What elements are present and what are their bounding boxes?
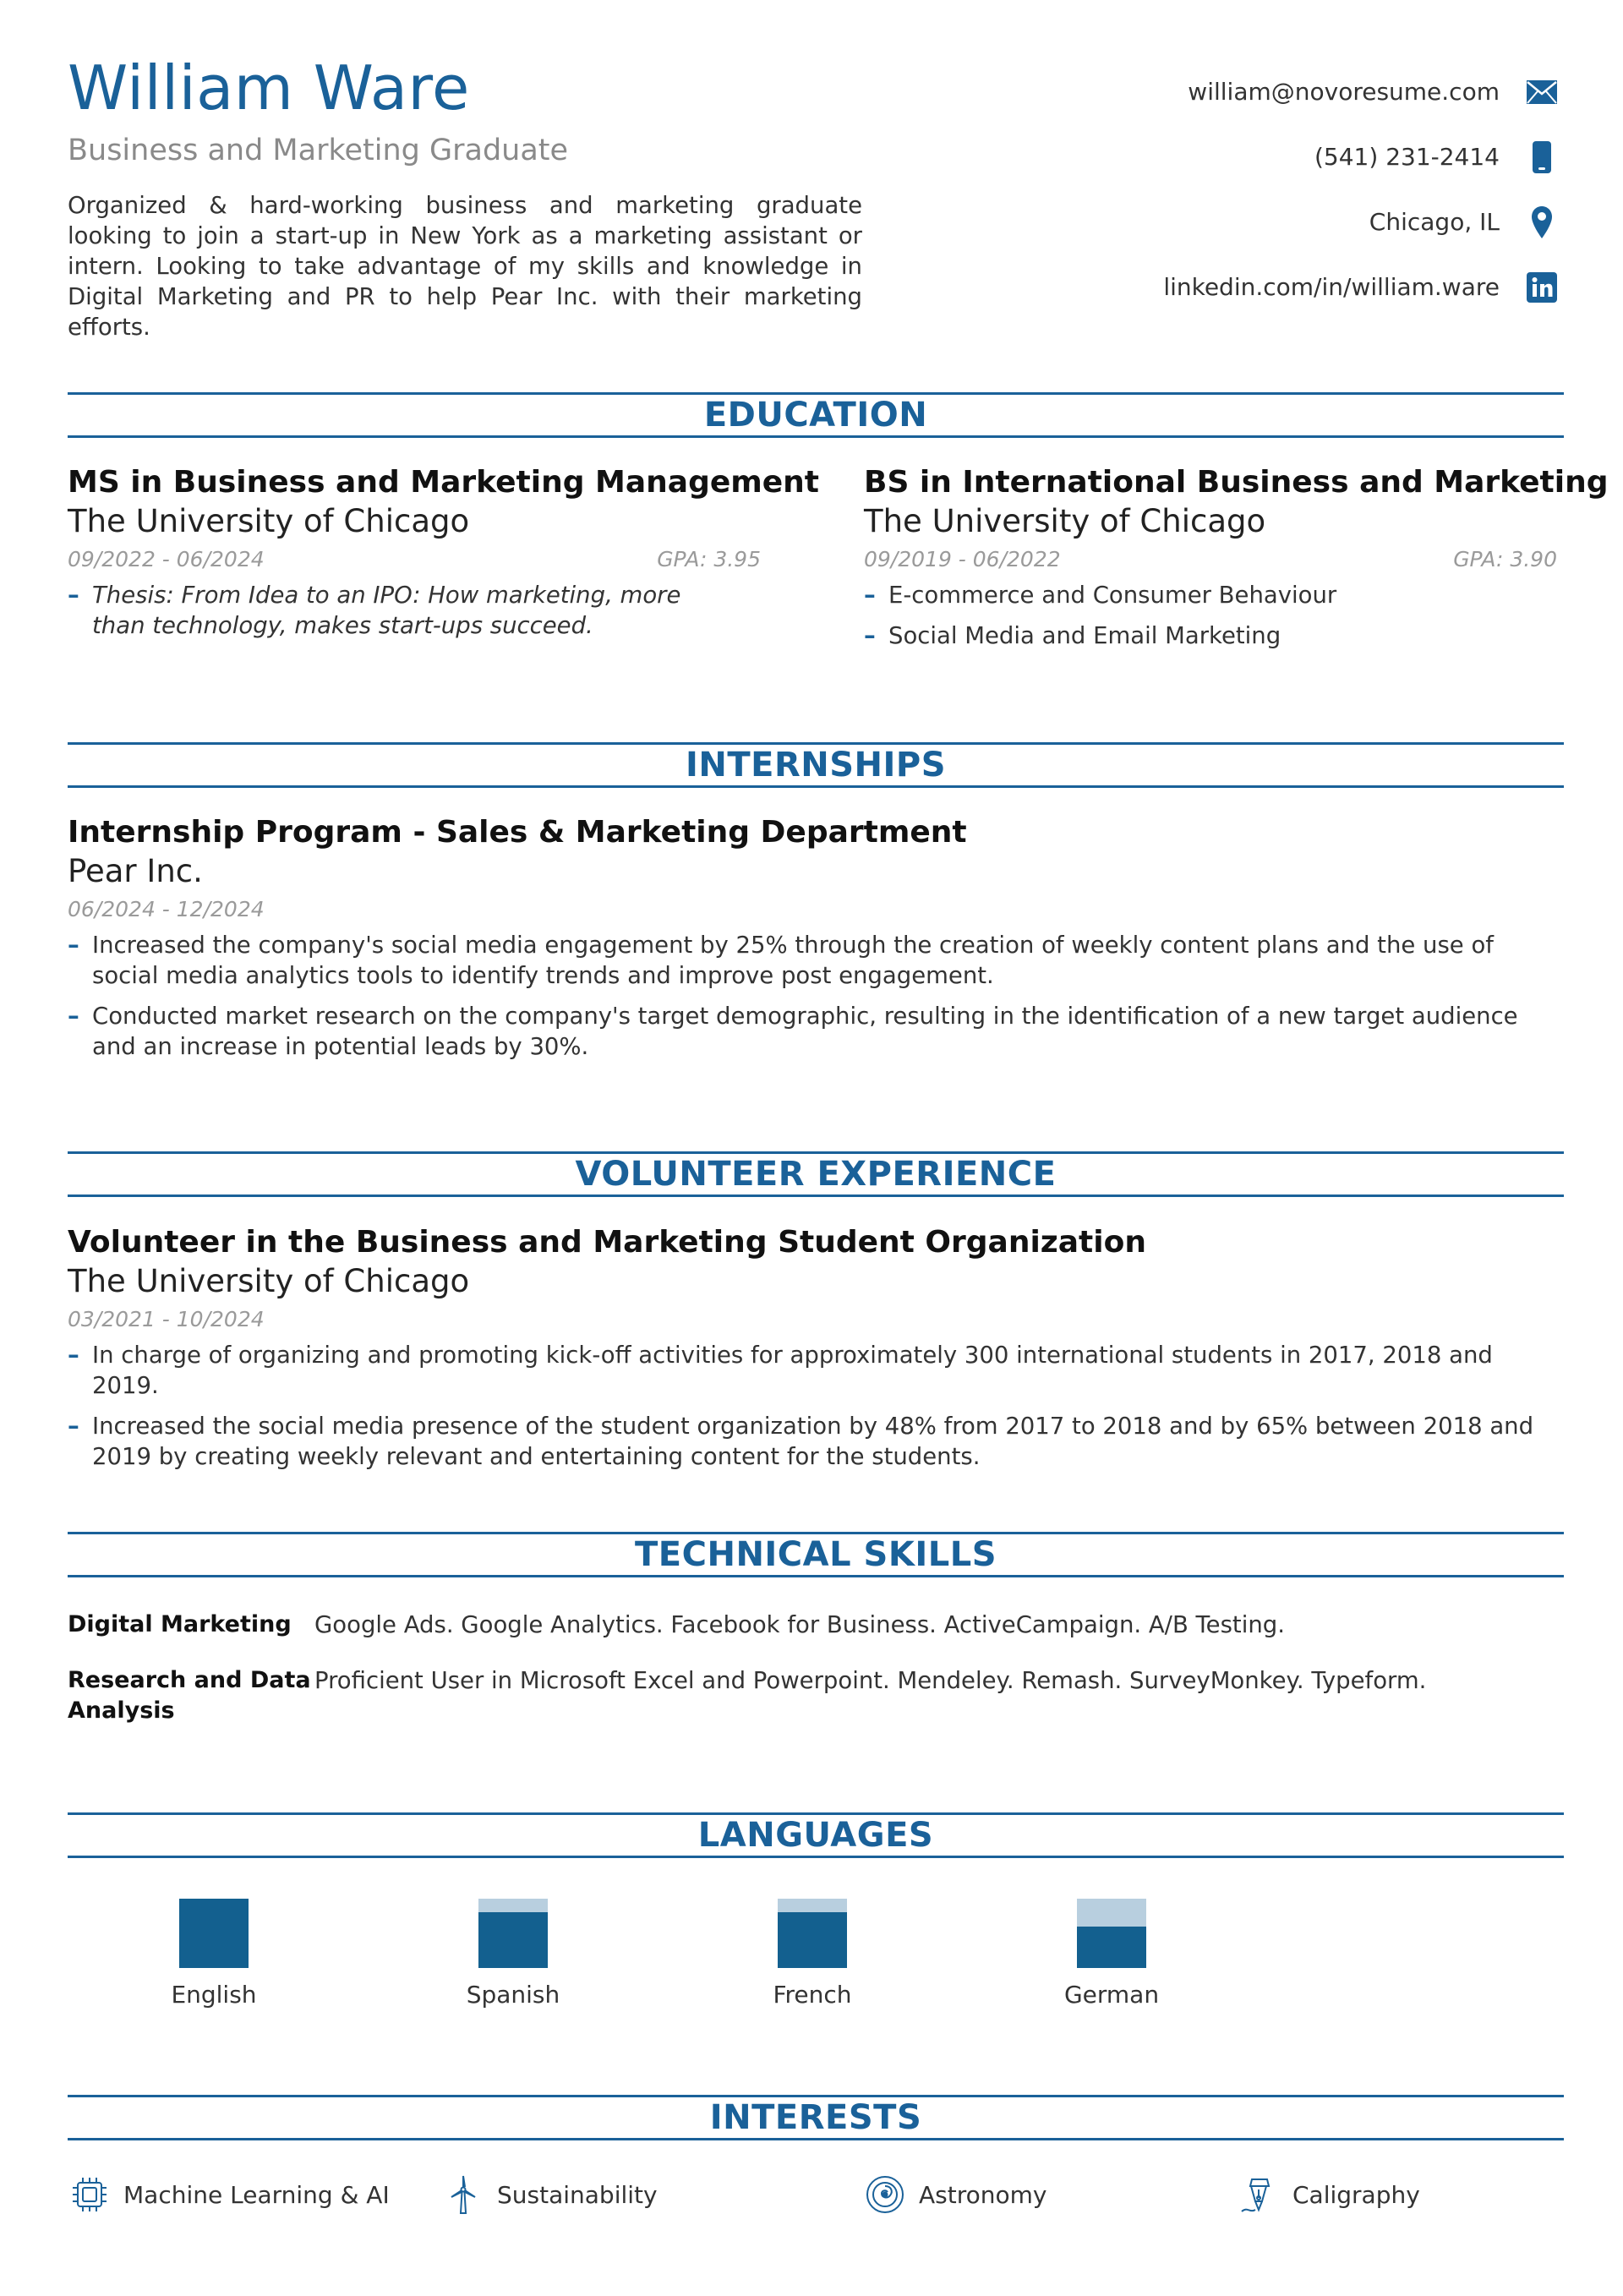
envelope-icon — [1525, 75, 1559, 109]
fountain-pen-icon — [1237, 2173, 1281, 2217]
chip-icon — [68, 2173, 112, 2217]
language-item — [728, 1899, 897, 2010]
position-title: Internship Program - Sales & Marketing Department — [68, 815, 967, 850]
internships-heading: INTERNSHIPS — [685, 746, 947, 784]
skill-list: Proficient User in Microsoft Excel and Powerpoint. Mendeley. Remash. SurveyMonkey. Typeform. — [314, 1667, 1427, 1694]
dash-icon: – — [68, 1003, 79, 1030]
language-name: English — [171, 1981, 257, 2009]
skill-row — [68, 1665, 1564, 1726]
language-item — [429, 1899, 598, 2010]
linkedin-icon — [1525, 271, 1559, 304]
interests-section-header — [68, 2095, 1564, 2140]
dash-icon: – — [864, 582, 876, 609]
school-name: The University of Chicago — [68, 503, 470, 539]
contact-list — [916, 59, 1559, 320]
bullet-item: – Increased the social media presence of the student organization by 48% from 2017 to 2018 and by 65% between 2018 and 2019 by creating weekly relevant and entertaining content for the students. — [68, 1413, 1534, 1470]
interest-item — [441, 2173, 658, 2217]
language-level-bar — [179, 1899, 249, 1968]
language-level-fill — [478, 1912, 548, 1968]
skill-list: Google Ads. Google Analytics. Facebook for Business. ActiveCampaign. A/B Testing. — [314, 1611, 1285, 1638]
dash-icon: – — [864, 622, 876, 649]
email-text[interactable]: william@novoresume.com — [1188, 78, 1500, 106]
position-title: Volunteer in the Business and Marketing Student Organization — [68, 1225, 1146, 1260]
galaxy-icon — [863, 2173, 907, 2217]
contact-linkedin[interactable] — [916, 254, 1559, 320]
wind-turbine-icon — [441, 2173, 485, 2217]
map-pin-icon — [1525, 205, 1559, 239]
language-level-fill — [179, 1899, 249, 1968]
phone-icon — [1525, 140, 1559, 174]
interest-name: Sustainability — [497, 2180, 658, 2209]
bullet-item: – E-commerce and Consumer Behaviour — [864, 582, 1337, 609]
school-name: The University of Chicago — [864, 503, 1266, 539]
entry-dates: 03/2021 - 10/2024 — [68, 1307, 265, 1331]
skill-category: Digital Marketing — [68, 1611, 292, 1637]
education-entry — [68, 463, 820, 651]
interest-name: Machine Learning & AI — [123, 2180, 390, 2209]
dash-icon: – — [68, 932, 79, 959]
degree-title: BS in International Business and Marketing — [864, 465, 1609, 500]
language-level-bar — [478, 1899, 548, 1968]
language-level-fill — [778, 1912, 847, 1968]
bullet-item: – In charge of organizing and promoting kick-off activities for approximately 300 international students in 2017, 2018 and 2019. — [68, 1342, 1493, 1399]
language-name: French — [773, 1981, 852, 2009]
summary-text: Organized & hard-working business and marketing graduate looking to join a start-up in New York as a marketing assistant or intern. Looking to take advantage of my skills and knowledge in Digital Marketing and PR to help Pear Inc. with their marketing efforts. — [68, 192, 862, 341]
language-level-bar — [1077, 1899, 1146, 1968]
volunteer-section-header — [68, 1151, 1564, 1197]
entry-gpa: GPA: 3.90 — [1453, 547, 1557, 571]
entry-meta — [864, 543, 1557, 577]
language-level-fill — [1077, 1927, 1146, 1968]
education-heading: EDUCATION — [703, 396, 928, 435]
education-section-header — [68, 392, 1564, 438]
interest-item — [1237, 2173, 1420, 2217]
languages-section-header — [68, 1812, 1564, 1858]
language-item — [1027, 1899, 1196, 2010]
languages-heading: LANGUAGES — [697, 1816, 934, 1855]
language-item — [129, 1899, 298, 2010]
phone-text[interactable]: (541) 231-2414 — [1314, 143, 1500, 171]
entry-meta — [68, 543, 761, 577]
entry-meta — [68, 893, 1564, 927]
entry-dates: 06/2024 - 12/2024 — [68, 897, 265, 921]
bullet-item: – Social Media and Email Marketing — [864, 622, 1281, 649]
candidate-role: Business and Marketing Graduate — [68, 134, 569, 167]
contact-email[interactable] — [916, 59, 1559, 124]
skills-heading: TECHNICAL SKILLS — [635, 1535, 997, 1574]
internships-section-header — [68, 742, 1564, 788]
contact-location — [916, 189, 1559, 254]
entry-dates: 09/2022 - 06/2024 — [68, 547, 265, 571]
internship-entry — [68, 813, 1564, 1072]
bullet-item: – Conducted market research on the company's target demographic, resulting in the identification of a new target audience and an increase in potential leads by 30%. — [68, 1003, 1518, 1060]
bullet-item: – Thesis: From Idea to an IPO: How marketing, more than technology, makes start-ups succeed. — [68, 582, 681, 639]
interest-item — [863, 2173, 1046, 2217]
language-name: Spanish — [466, 1981, 560, 2009]
organization-name: Pear Inc. — [68, 853, 203, 889]
interest-name: Astronomy — [919, 2180, 1047, 2209]
skill-row — [68, 1610, 1564, 1640]
education-entry — [864, 463, 1609, 661]
interest-item — [68, 2173, 390, 2217]
entry-meta — [68, 1303, 1564, 1337]
entry-bullets — [68, 580, 761, 641]
language-name: German — [1063, 1981, 1160, 2009]
entry-bullets — [68, 930, 1564, 1062]
volunteer-heading: VOLUNTEER EXPERIENCE — [575, 1155, 1057, 1194]
entry-gpa: GPA: 3.95 — [657, 547, 761, 571]
skills-section-header — [68, 1532, 1564, 1577]
dash-icon: – — [68, 1413, 79, 1440]
volunteer-entry — [68, 1223, 1564, 1482]
linkedin-text[interactable]: linkedin.com/in/william.ware — [1163, 273, 1500, 301]
degree-title: MS in Business and Marketing Management — [68, 465, 820, 500]
entry-dates: 09/2019 - 06/2022 — [864, 547, 1061, 571]
skill-category: Research and Data Analysis — [68, 1667, 311, 1724]
language-level-bar — [778, 1899, 847, 1968]
organization-name: The University of Chicago — [68, 1263, 470, 1299]
bullet-item: – Increased the company's social media engagement by 25% through the creation of weekly content plans and the use of social media analytics tools to identify trends and improve post engagement. — [68, 932, 1494, 989]
entry-bullets — [68, 1340, 1564, 1472]
dash-icon: – — [68, 1342, 79, 1369]
interest-name: Caligraphy — [1292, 2180, 1420, 2209]
dash-icon: – — [68, 582, 79, 609]
contact-phone[interactable] — [916, 124, 1559, 189]
interests-heading: INTERESTS — [709, 2098, 922, 2137]
candidate-name: William Ware — [68, 52, 470, 123]
location-text: Chicago, IL — [1369, 208, 1500, 236]
entry-bullets — [864, 580, 1557, 651]
